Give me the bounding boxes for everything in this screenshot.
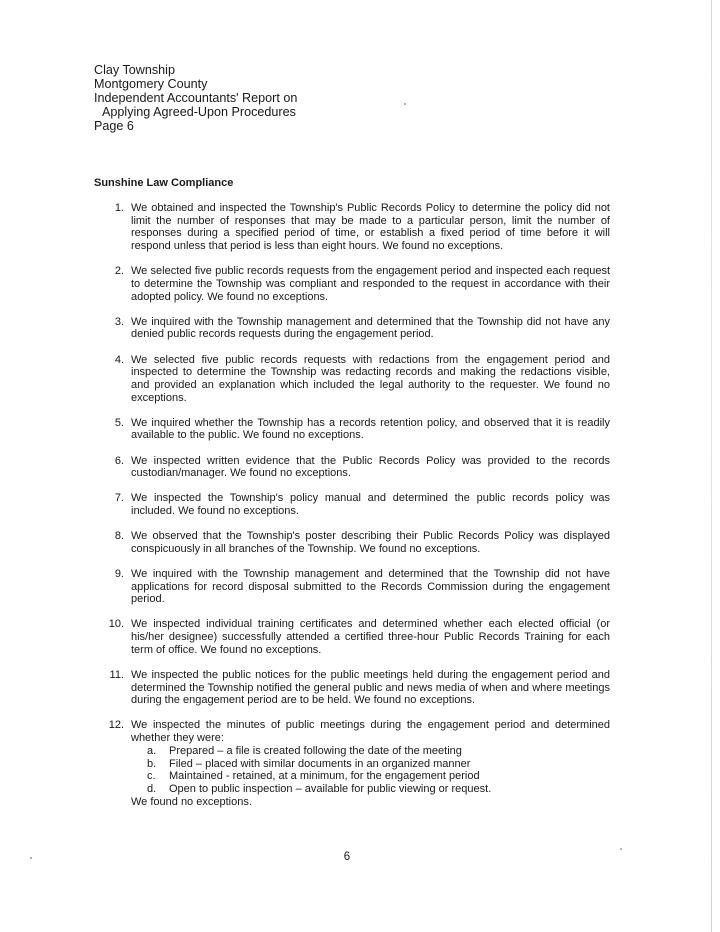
criteria-text: Filed – placed with similar documents in an organized manner (169, 757, 471, 770)
section-title: Sunshine Law Compliance (94, 177, 234, 189)
item-number: 1. (114, 202, 124, 214)
header-county: Montgomery County (94, 77, 208, 91)
header-page-label: Page 6 (94, 119, 134, 133)
procedure-item (94, 568, 610, 606)
item-closing: We found no exceptions. (131, 795, 252, 808)
item-text: We inspected written evidence that the Public Records Policy was provided to the records custodian/manager. We found no exceptions. (131, 454, 610, 480)
criteria-letter: d. (147, 782, 157, 795)
criteria-letter: a. (147, 744, 157, 757)
header-report-title: Independent Accountants' Report on (94, 91, 298, 105)
item-text: We inquired with the Township management and determined that the Township did not have any denied public records requests during the engagement period. (131, 315, 610, 341)
procedure-item (94, 417, 610, 442)
procedure-item (94, 354, 610, 405)
report-header (94, 63, 297, 133)
procedure-item (94, 455, 610, 480)
item-text: We inspected the public notices for the public meetings held during the engagement period and determined the Township notified the general public and news media of when and where meetings during the engagement period are to be held. We found no exceptions. (131, 668, 610, 707)
item-number: 4. (114, 353, 124, 366)
procedure-item (94, 530, 610, 555)
scan-speck (620, 848, 622, 850)
item-text: We inquired with the Township management and determined that the Township did not have applications for record disposal submitted to the Records Commission during the engagement period. (131, 567, 610, 606)
item-number: 9. (114, 567, 124, 580)
criteria-text: Prepared – a file is created following the date of the meeting (169, 744, 462, 757)
criteria-item (131, 783, 610, 796)
criteria-letter: b. (147, 757, 157, 770)
scan-speck (404, 103, 406, 105)
criteria-text: Maintained - retained, at a minimum, for the engagement period (169, 770, 480, 783)
item-text: We observed that the Township's poster describing their Public Records Policy was displayed conspicuously in all branches of the Township. We found no exceptions. (131, 530, 610, 555)
page-edge (711, 0, 712, 932)
procedure-item (94, 618, 610, 656)
item-text: We selected five public records requests with redactions from the engagement period and inspected to determine the Township was redacting records and making the redactions visible, and provided an explanation which included the legal authority to the requester. We found no exceptions. (131, 353, 610, 404)
header-report-subtitle: Applying Agreed-Upon Procedures (102, 105, 296, 119)
item-number: 6. (114, 454, 124, 467)
procedure-item-minutes (94, 719, 610, 808)
procedure-item (94, 202, 610, 253)
item-number: 10. (108, 618, 124, 631)
item-text: We inspected the Township's policy manual and determined the public records policy was included. We found no exceptions. (131, 492, 610, 517)
item-text: We obtained and inspected the Township's Public Records Policy to determine the policy did not limit the number of responses that may be made to a particular person, limit the number of responses during a specified period of time, or establish a fixed period of time before it will respond unless that period is less than eight hours. We found no exceptions. (131, 202, 610, 253)
criteria-letter: c. (147, 770, 156, 783)
criteria-item (131, 758, 610, 771)
item-text: We selected five public records requests from the engagement period and inspected each request to determine the Township was compliant and responded to the request in accordance with their adopted policy. We found no exceptions. (131, 265, 610, 303)
header-township: Clay Township (94, 63, 175, 77)
criteria-item (131, 770, 610, 783)
item-text: We inspected individual training certificates and determined whether each elected official (or his/her designee) successfully attended a certified three-hour Public Records Training for each term of office. We found no exceptions. (131, 618, 610, 656)
procedure-item (94, 669, 610, 707)
procedure-item (94, 492, 610, 517)
minutes-criteria-list (131, 745, 610, 796)
procedure-list (94, 202, 610, 821)
item-number: 7. (114, 492, 124, 505)
procedure-item (94, 316, 610, 341)
item-number: 11. (109, 668, 124, 681)
scan-speck (30, 857, 32, 859)
criteria-text: Open to public inspection – available for public viewing or request. (169, 782, 492, 795)
item-number: 5. (114, 416, 124, 429)
item-text: We inquired whether the Township has a records retention policy, and observed that it is readily available to the public. We found no exceptions. (131, 416, 610, 442)
item-text: We inspected the minutes of public meetings during the engagement period and determined whether they were: (131, 719, 610, 745)
criteria-item (131, 745, 610, 758)
procedure-item (94, 265, 610, 303)
page-number: 6 (343, 851, 351, 863)
item-number: 3. (114, 315, 124, 328)
item-number: 2. (114, 265, 124, 278)
item-number: 12. (108, 719, 124, 732)
item-number: 8. (114, 530, 124, 543)
